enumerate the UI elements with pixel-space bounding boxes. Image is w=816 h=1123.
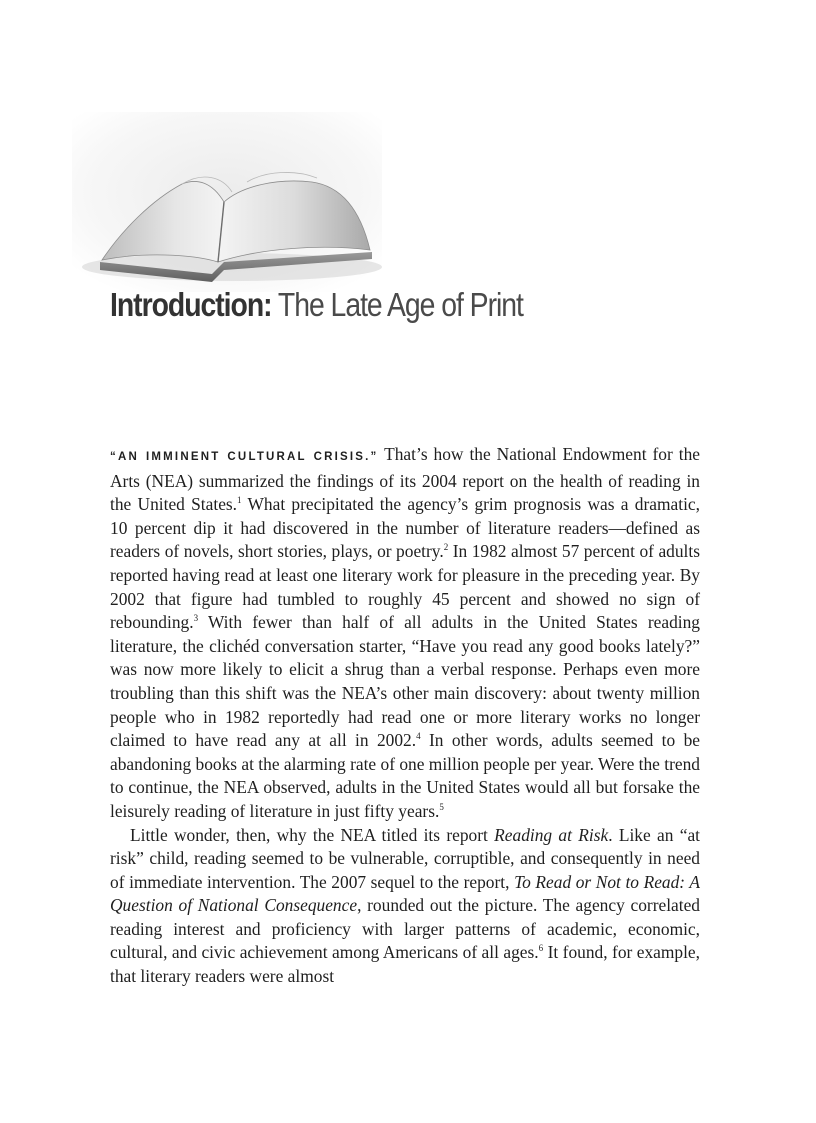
text-run: , rounded out the picture. The agency correlated reading interest and proficiency with larger patterns of academic, economic, cultural, and civic achievement among Americans of all ages. [110, 895, 701, 963]
footnote-ref: 1 [237, 495, 242, 506]
chapter-title-main: The Late Age of Print [277, 286, 523, 323]
text-run: With fewer than half of all adults in the United States reading literature, the clichéd conversation starter, “Have you read any good books lately?” was now more likely to elicit a shrug than a verbal response. Perhaps even more troubling than this shift was the NEA’s other main discovery: about twenty million people who in 1982 reportedly had read one or more literary works no longer claimed to have read any at all in 2002. [110, 612, 700, 751]
footnote-ref: 2 [443, 542, 449, 553]
paragraph-2 [110, 824, 700, 989]
text-run: In other words, adults seemed to be abandoning books at the alarming rate of one million people per year. Were the trend to continue, the NEA observed, adults in the United States would all but forsake the leisurely reading of literature in just fifty years. [110, 730, 700, 821]
text-run: . Like an “at risk” child, reading seemed to be vulnerable, corruptible, and consequently in need of immediate intervention. The 2007 sequel to the report, [110, 824, 700, 892]
text-run: That’s how the National Endowment for the Arts (NEA) summarized the findings of its 2004 report on the health of reading in the United States. [110, 444, 700, 515]
italic-title: To Read or Not to Read: A Question of National Consequence [110, 871, 700, 916]
chapter-title [110, 286, 523, 324]
footnote-ref: 3 [193, 613, 199, 624]
footnote-ref: 4 [416, 731, 421, 742]
open-book-illustration [72, 112, 382, 292]
footnote-ref: 6 [538, 943, 544, 954]
chapter-title-lead: Introduction: [110, 286, 272, 323]
paragraph-1 [110, 443, 700, 824]
footnote-ref: 5 [439, 801, 444, 812]
text-run: Little wonder, then, why the NEA titled its report [130, 824, 495, 845]
text-run: In 1982 almost 57 percent of adults reported having read at least one literary work for pleasure in the preceding year. By 2002 that figure had tumbled to roughly 45 percent and showed no sign of rebounding. [110, 541, 700, 633]
opening-quote-smallcaps: “AN IMMINENT CULTURAL CRISIS.” [110, 451, 379, 463]
text-run: What precipitated the agency’s grim prognosis was a dramatic, 10 percent dip it had discovered in the number of literature readers—defined as readers of novels, short stories, plays, or poetry. [110, 494, 700, 562]
body-text [110, 443, 700, 989]
italic-title: Reading at Risk [494, 824, 609, 845]
text-run: It found, for example, that literary readers were almost [110, 942, 701, 987]
